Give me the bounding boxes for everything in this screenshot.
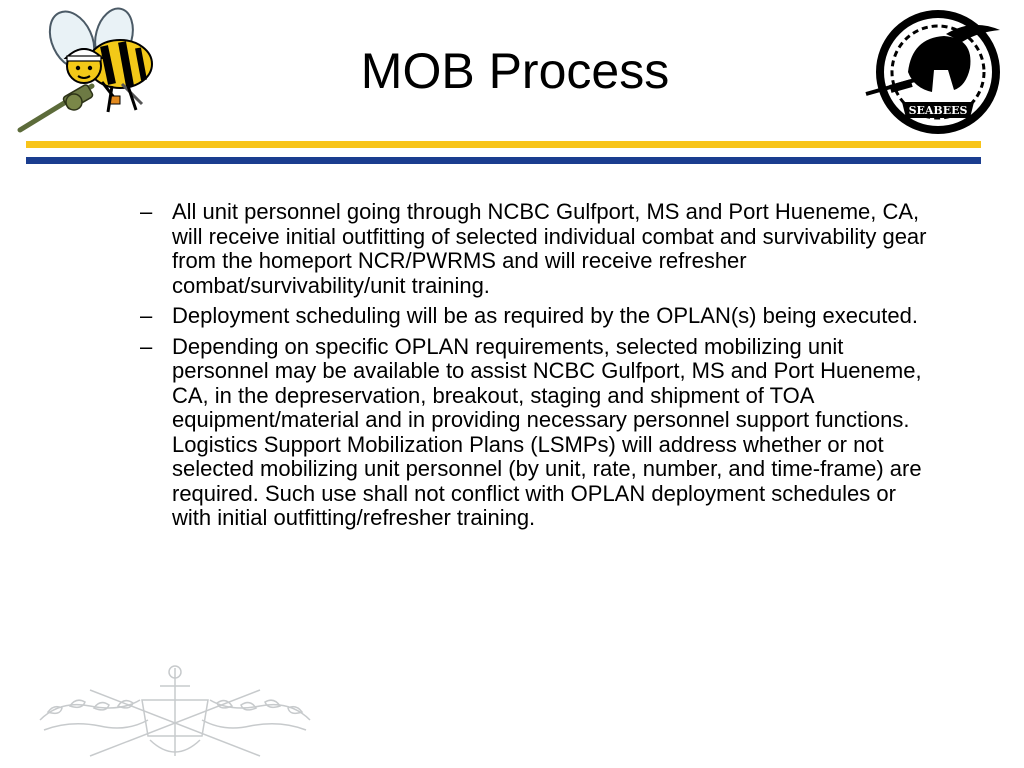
bullet-dash: – xyxy=(140,303,153,328)
seabees-emblem-logo xyxy=(862,8,1012,136)
seabee-warfare-badge-watermark xyxy=(30,660,320,768)
bullet-dash: – xyxy=(140,333,153,359)
bullet-text: All unit personnel going through NCBC Gulfport, MS and Port Hueneme, CA, will receive initial outfitting of selected individual combat and survivability gear from the homeport NCR/PWRMS and will receive refresher combat/survivability/unit training. xyxy=(172,199,927,298)
bullet-item xyxy=(140,200,940,298)
seabees-emblem-text: SEABEES xyxy=(908,104,968,117)
bullet-list xyxy=(140,200,940,537)
bullet-item xyxy=(140,335,940,531)
bullet-dash: – xyxy=(140,199,153,224)
slide-title: MOB Process xyxy=(360,43,670,99)
bullet-text: Deployment scheduling will be as required by the OPLAN(s) being executed. xyxy=(172,303,918,328)
header-blue-rule xyxy=(26,157,981,164)
bullet-text: Depending on specific OPLAN requirements, selected mobilizing unit personnel may be available to assist NCBC Gulfport, MS and Port Hueneme, CA, in the depreservation, breakout, staging and shipment of TOA equipment/material and in providing necessary personnel support functions. Logistics Support Mobilization Plans (LSMPs) will address whether or not selected mobilizing unit personnel (by unit, rate, number, and time-frame) are required. Such use shall not conflict with OPLAN deployment schedules or with initial outfitting/refresher training. xyxy=(172,333,922,530)
bullet-item xyxy=(140,304,940,329)
header-gold-rule xyxy=(26,141,981,148)
seabee-bee-logo xyxy=(12,2,162,138)
